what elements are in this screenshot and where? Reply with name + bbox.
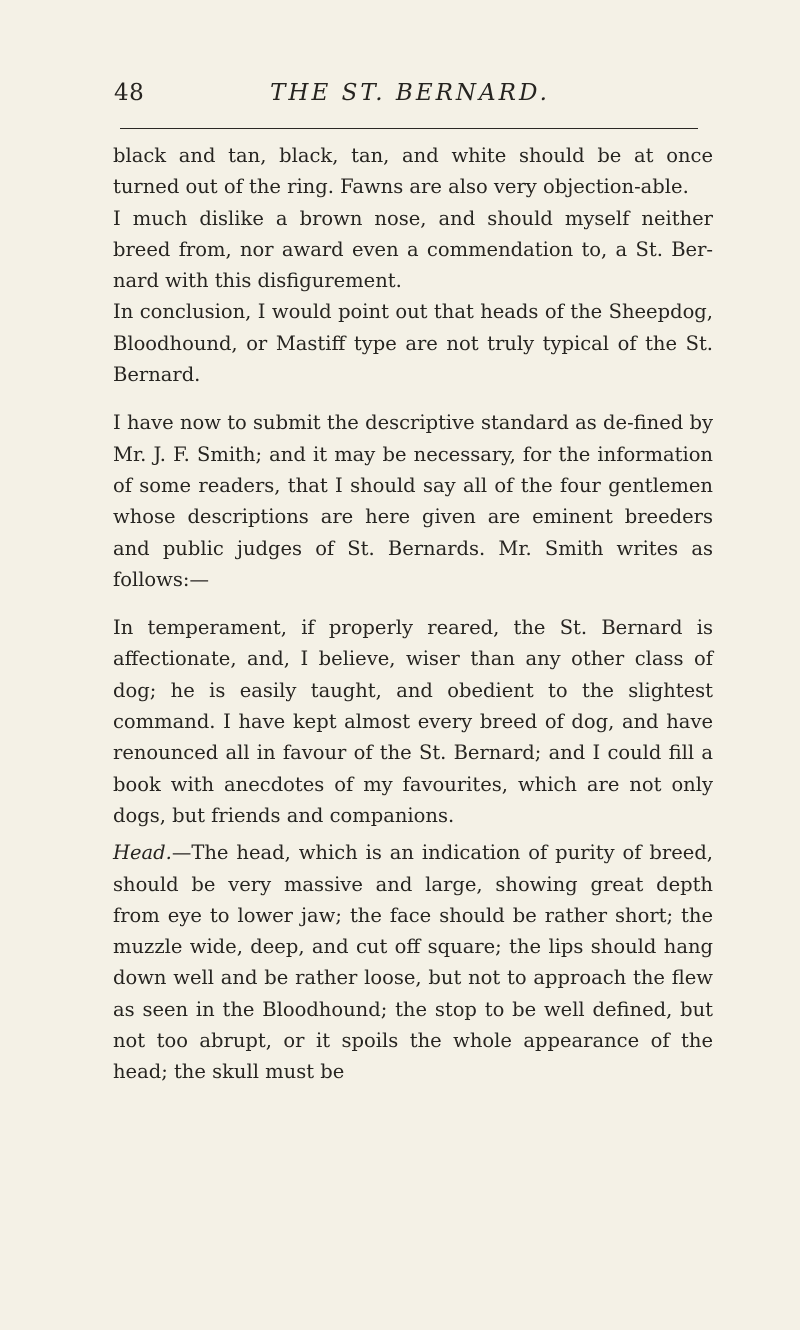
paragraph-temperament: In temperament, if properly reared, the St. Bernard is affectionate, and, I believe, wiser than any other class of dog; he is easily taught, and obedient to the slightest command. I have kept almost every breed of dog, and have renounced all in favour of the St. Bernard; and I could fill a book with anecdotes of my favourites, which are not only dogs, but friends and companions. [113,616,713,827]
paragraph-brown-nose: I much dislike a brown nose, and should myself neither breed from, nor award even a commendation to, a St. Ber-nard with this disfigurement. [113,206,713,293]
page-header [114,80,700,116]
header-rule [120,128,698,129]
paragraph-head-body: —The head, which is an indication of purity of breed, should be very massive and large, showing great depth from eye to lower jaw; the face should be rather short; the muzzle wide, deep, and cut off square; the lips should hang down well and be rather loose, but not to approach the flew as seen in the Bloodhound; the stop to be well defined, but not too abrupt, or it spoils the whole appearance of the head; the skull must be [113,841,713,1084]
paragraph-fawn-colours: black and tan, black, tan, and white should be at once turned out of the ring. Fawns are also very objection-able. [113,144,713,199]
paragraph-head [113,837,713,1087]
body-text [113,140,713,1088]
section-heading-head: Head. [113,841,172,865]
page-number: 48 [114,80,145,106]
paragraph-conclusion: In conclusion, I would point out that heads of the Sheepdog, Bloodhound, or Mastiff type are not truly typical of the St. Bernard. [113,300,713,387]
paragraph-descriptive-standard: I have now to submit the descriptive standard as de-fined by Mr. J. F. Smith; and it may be necessary, for the information of some readers, that I should say all of the four gentlemen whose descriptions are here given are eminent breeders and public judges of St. Bernards. Mr. Smith writes as follows:— [113,411,713,591]
running-title: THE ST. BERNARD. [270,80,550,106]
